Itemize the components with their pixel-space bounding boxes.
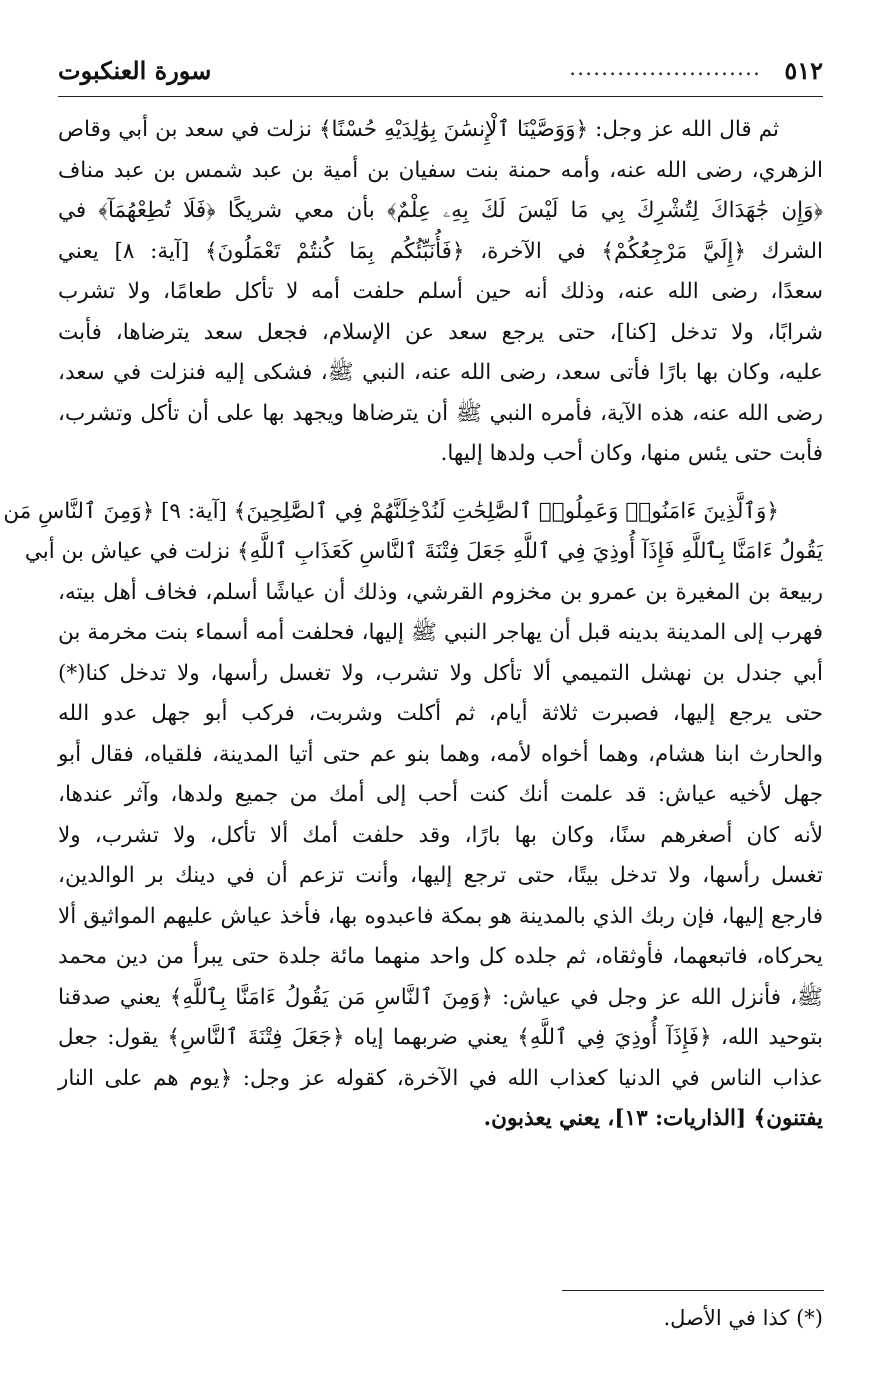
text-line: حتى يرجع إليها، فصبرت ثلاثة أيام، ثم أكلت وشربت، فركب أبو جهل عدو الله <box>58 701 823 726</box>
text-line: الزهري، رضى الله عنه، وأمه حمنة بنت سفيان بن أمية بن عبد شمس بن عبد مناف <box>58 157 823 183</box>
text-line: سعدًا، رضى الله عنه، وذلك أنه حين أسلم حلفت أمه لا تأكل طعامًا، ولا تشرب <box>58 279 823 304</box>
text-line: ﷺ، فأنزل الله عز وجل في عياش: ﴿وَمِنَ ٱلنَّاسِ مَن يَقُولُ ءَامَنَّا بِٱللَّهِ﴾ يعني صدقنا <box>58 984 823 1010</box>
page-body <box>3 110 823 1140</box>
page-number: ٥١٢ <box>784 56 823 85</box>
text-line: فارجع إليها، فإن ربك الذي بالمدينة هو بمكة فاعبدوه بها، فأخذ عياش عليهم المواثيق ألا <box>58 903 823 929</box>
text-line: فأبت حتى يئس منها، وكان أحب ولدها إليها. <box>440 441 823 466</box>
text-line: عذاب الناس في الدنيا كعذاب الله في الآخرة، كقوله عز وجل: ﴿يوم هم على النار <box>58 1065 823 1091</box>
header-leader-dots: ........................ <box>569 56 761 81</box>
text-line: ﴿وَٱلَّذِينَ ءَامَنُوا۟ وَعَمِلُوا۟ ٱلصَّٰلِحَٰتِ لَنُدْخِلَنَّهُمْ فِي ٱلصَّٰلِحِينَ﴾ [آية: ٩] ﴿وَمِنَ ٱلنَّاسِ مَن <box>3 498 779 524</box>
text-line: بتوحيد الله، ﴿فَإِذَآ أُوذِيَ فِي ٱللَّهِ﴾ يعني ضربهما إياه ﴿جَعَلَ فِتْنَةَ ٱلنَّاسِ﴾ يقول: جعل <box>58 1025 823 1050</box>
text-line: رضى الله عنه، هذه الآية، فأمره النبي ﷺ أن يترضاها ويجهد بها على أن تأكل وتشرب، <box>58 400 823 426</box>
text-line: أبي جندل بن نهشل التميمي ألا تأكل ولا تشرب، ولا تغسل رأسها، ولا تدخل كنا(*) <box>58 660 823 686</box>
text-line: والحارث ابنا هشام، وهما أخواه لأمه، وهما بنو عم حتى أتيا المدينة، فلقياه، فقال أبو <box>58 741 823 767</box>
text-line: جهل لأخيه عياش: قد علمت أنك كنت أحب إلى أمك من جميع ولدها، وآثر عندها، <box>58 782 823 807</box>
text-line: شرابًا، ولا تدخل [كنا]، حتى يرجع سعد عن الإسلام، فجعل سعد يترضاها، فأبت <box>58 319 823 345</box>
text-line: الشرك ﴿إِلَيَّ مَرْجِعُكُمْ﴾ في الآخرة، ﴿فَأُنَبِّئُكُم بِمَا كُنتُمْ تَعْمَلُونَ﴾ [آية: ٨] يعني <box>58 238 823 264</box>
paragraph-2 <box>3 492 823 1140</box>
footnote-divider <box>562 1290 824 1291</box>
text-line: ﴿وَإِن جَٰهَدَاكَ لِتُشْرِكَ بِي مَا لَيْسَ لَكَ بِهِۦ عِلْمٌ﴾ بأن معي شريكًا ﴿فَلَا تُطِعْهُمَآ﴾ في <box>58 198 823 223</box>
text-line: فهرب إلى المدينة بدينه قبل أن يهاجر النبي ﷺ إليها، فحلفت أمه أسماء بنت مخرمة بن <box>58 620 823 645</box>
page-header <box>58 52 823 97</box>
text-line: يفتنون﴾ [الذاريات: ١٣]، يعني يعذبون. <box>483 1106 823 1131</box>
surah-title: سورة العنكبوت <box>58 56 212 85</box>
text-line: عليه، وكان بها بارًا فأتى سعد، رضى الله عنه، النبي ﷺ، فشكى إليه فنزلت في سعد، <box>58 360 823 385</box>
text-line: تغسل رأسها، ولا تدخل بيتًا، حتى ترجع إليها، وأنت تزعم أن في دينك بر الوالدين، <box>58 863 823 888</box>
text-line: ربيعة بن المغيرة بن عمرو بن مخزوم القرشي، وذلك أن عياشًا أسلم، فخاف أهل بيته، <box>58 579 823 605</box>
text-line: ثم قال الله عز وجل: ﴿وَوَصَّيْنَا ٱلْإِنسَٰنَ بِوَٰلِدَيْهِ حُسْنًا﴾ نزلت في سعد بن أبي وقاص <box>58 117 779 142</box>
paragraph-1 <box>58 110 823 475</box>
text-line: يَقُولُ ءَامَنَّا بِٱللَّهِ فَإِذَآ أُوذِيَ فِي ٱللَّهِ جَعَلَ فِتْنَةَ ٱلنَّاسِ كَعَذَابِ ٱللَّهِ﴾ نزلت في عياش بن أبي <box>24 539 823 564</box>
footnote: (*) كذا في الأصل. <box>663 1306 823 1330</box>
text-line: لأنه كان أصغرهم سنًا، وكان بها بارًا، وقد حلفت أمك ألا تأكل، ولا تشرب، ولا <box>58 822 823 848</box>
text-line: يحركاه، فاتبعهما، فأوثقاه، ثم جلده كل واحد منهما مائة جلدة حتى يبرأ من دين محمد <box>58 944 823 969</box>
